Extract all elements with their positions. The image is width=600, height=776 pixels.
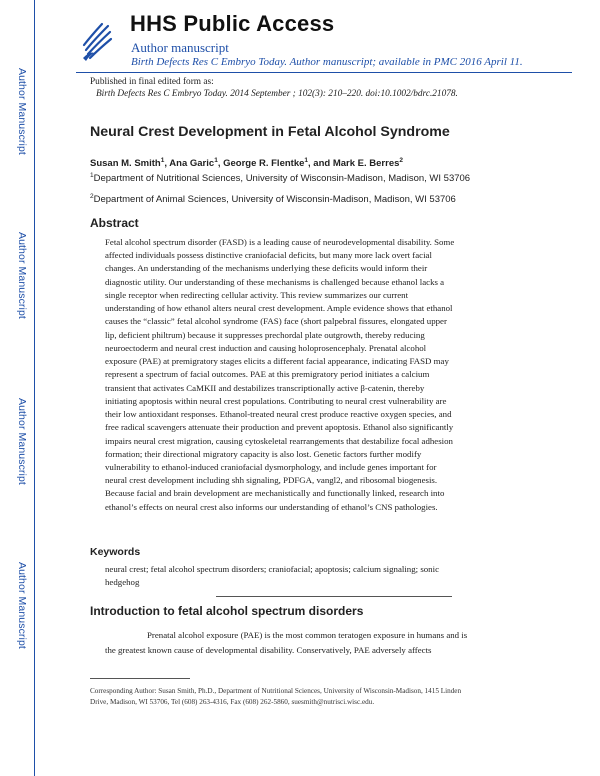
published-label: Published in final edited form as: (90, 77, 214, 87)
author-name: Mark E. Berres (332, 158, 400, 170)
abstract-line: initiating apoptosis within neural crest populations. Contributing to neural crest vulnerability are (105, 395, 447, 406)
keywords-heading: Keywords (90, 546, 141, 558)
abstract-line: their low antioxidant responses. Ethanol-treated neural crest produce reactive oxygen species, and (105, 409, 452, 420)
hhs-public-access-title: HHS Public Access (130, 11, 335, 36)
footnote-line: Drive, Madison, WI 53706, Tel (608) 263-4316, Fax (608) 262-5860, suesmith@nutrisci.wisc.edu. (90, 697, 375, 706)
abstract-line: changes. An understanding of the mechanisms underlying these deficits would inform their (105, 263, 428, 274)
side-label-author-manuscript: Author Manuscript (16, 232, 28, 319)
abstract-line: vulnerability to ethanol-induced craniofacial dysmorphology, and include genes important for (105, 461, 437, 472)
keywords-list (105, 563, 510, 589)
abstract-line: understanding of how ethanol alters neural crest development. Ample evidence shows that ethanol (105, 303, 453, 314)
abstract-line: neuroectoderm and neural crest induction and causing holoprosencephaly. Prenatal alcohol (105, 342, 427, 353)
abstract-heading: Abstract (90, 216, 139, 230)
side-label-author-manuscript: Author Manuscript (16, 398, 28, 485)
abstract-body (105, 236, 517, 514)
paper-title: Neural Crest Development in Fetal Alcohol Syndrome (90, 124, 450, 140)
abstract-line: free radical scavengers attenuate their production and prevent apoptosis. Ethanol also significantly (105, 422, 454, 433)
intro-line: the greatest known cause of developmental disability. Conservatively, PAE adversely affects (105, 644, 432, 655)
abstract-line: Because facial and brain development are mechanistically and functionally linked, research into (105, 488, 445, 499)
abstract-line: represent a spectrum of facial outcomes. PAE at this premigratory period initiates a calcium (105, 369, 430, 380)
published-citation: Birth Defects Res C Embryo Today. 2014 September ; 102(3): 210–220. doi:10.1002/bdrc.21078. (96, 89, 458, 99)
author-name: Susan M. Smith (90, 158, 161, 170)
abstract-line: diagnostic utility. Our understanding of these mechanisms is challenged because ethanol lacks a (105, 276, 445, 287)
affiliation: $^1$Department of Nutritional Sciences, University of Wisconsin-Madison, Madison, WI 53706 (90, 172, 471, 185)
abstract-line: lip, deficient philtrum) because it suppresses prechordal plate outgrowth, thereby reducing (105, 329, 425, 340)
corresponding-author-footnote (90, 686, 461, 707)
side-label-author-manuscript: Author Manuscript (16, 68, 28, 155)
abstract-line: neural crest development including shh signaling, PDFGA, vangl2, and ribosomal biogenesis. (105, 475, 438, 486)
author-manuscript-subtitle: Author manuscript (131, 40, 229, 55)
header-divider (76, 72, 572, 73)
abstract-line: Fetal alcohol spectrum disorder (FASD) is a leading cause of neurodevelopmental disability. Some (105, 237, 455, 247)
keyword-line: hedgehog (105, 577, 140, 587)
abstract-line: ethanol’s effects on neural crest also informs our understanding of ethanol’s CNS pathologies. (105, 501, 438, 512)
journal-citation: Birth Defects Res C Embryo Today. Author manuscript; available in PMC 2016 April 11. (131, 56, 523, 68)
affiliation: $^2$Department of Animal Sciences, University of Wisconsin-Madison, Madison, WI 53706 (90, 193, 456, 206)
abstract-line: single receptor when redirecting cellular activity. This review summarizes our current (105, 289, 409, 300)
side-label-author-manuscript: Author Manuscript (16, 562, 28, 649)
abstract-line: transient that activates CaMKII and destabilizes transcriptionally active β-catenin, thereby (105, 382, 425, 393)
intro-heading: Introduction to fetal alcohol spectrum disorders (90, 604, 364, 618)
author-name: George R. Flentke (223, 158, 305, 170)
abstract-line: causes the “classic” fetal alcohol syndrome (FAS) face (short palpebral fissures, elongated upper (105, 316, 447, 327)
intro-body (105, 628, 467, 657)
keyword-line: neural crest; fetal alcohol spectrum disorders; craniofacial; apoptosis; calcium signaling; sonic (105, 564, 439, 574)
left-margin-rule (34, 0, 35, 776)
footnote-divider (90, 678, 190, 679)
intro-line: Prenatal alcohol exposure (PAE) is the most common teratogen exposure in humans and is (147, 630, 468, 640)
abstract-line: exposure (PAE) at premigratory stages elicits a different facial appearance, indicating FASD may (105, 356, 449, 367)
abstract-line: impairs neural crest migration, causing cytoskeletal rearrangements that destabilize focal adhesion (105, 435, 453, 446)
abstract-line: affected individuals possess distinctive craniofacial deficits, but many more lack overt facial (105, 250, 432, 261)
footnote-line: Corresponding Author: Susan Smith, Ph.D., Department of Nutritional Sciences, University of Wisconsin-Madison, 1415 Linden (90, 687, 462, 695)
author-list: Susan M. Smith$^1$, Ana Garic$^1$, George R. Flentke$^1$, and Mark E. Berres$^2$ (90, 157, 404, 170)
section-divider (216, 596, 452, 597)
abstract-line: formation; their directional migratory capacity is also lost. Genetic factors further modify (105, 448, 422, 459)
hhs-eagle-logo-icon (80, 20, 114, 62)
author-name: Ana Garic (169, 158, 215, 170)
